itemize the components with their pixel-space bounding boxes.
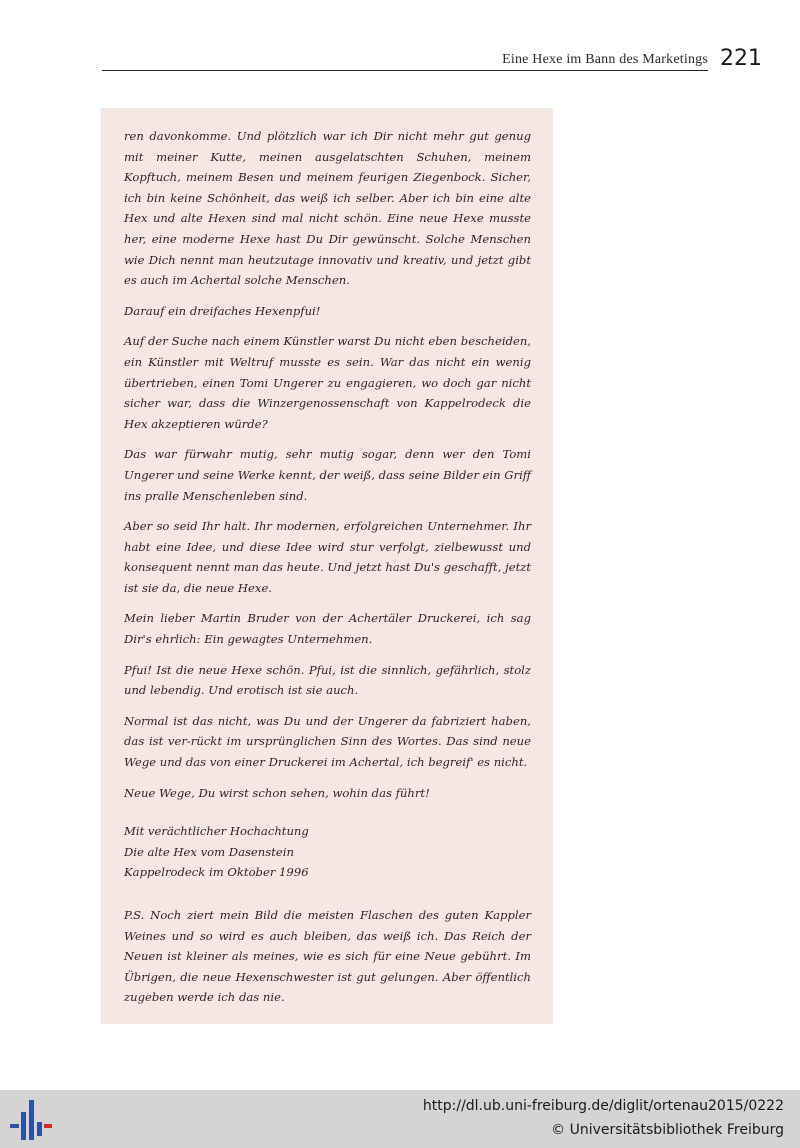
letter-paragraph: Neue Wege, Du wirst schon sehen, wohin das führt! <box>124 785 430 800</box>
letter-paragraph: Aber so seid Ihr halt. Ihr modernen, erfolgreichen Unternehmer. Ihr habt eine Idee, und diese Idee wird stur verfolgt, zielbewusst und konsequent nennt man das heute. Und jetzt hast Du's geschafft, jetzt ist sie da, die neue Hexe. <box>124 519 531 595</box>
letter-paragraph: ren davonkomme. Und plötzlich war ich Dir nicht mehr gut genug mit meiner Kutte, meinen ausgelatschten Schuhen, meinem Kopftuch, meinem Besen und meinem feurigen Ziegenbock. Sicher, ich bin keine Schönheit, das weiß ich selber. Aber ich bin eine alte Hex und alte Hexen sind mal nicht schön. Eine neue Hexe musste her, eine moderne Hexe hast Du Dir gewünscht. Solche Menschen wie Dich nennt man heutzutage innovativ und kreativ, und jetzt gibt es auch im Achertal solche Menschen. <box>124 129 531 288</box>
copyright-notice: © Universitätsbibliothek Freiburg <box>551 1122 784 1138</box>
signature-block <box>124 821 531 883</box>
source-url-link[interactable]: http://dl.ub.uni-freiburg.de/diglit/ortenau2015/0222 <box>422 1098 784 1114</box>
postscript: P.S. Noch ziert mein Bild die meisten Flaschen des guten Kappler Weines und so wird es auch bleiben, das weiß ich. Das Reich der Neuen ist kleiner als meines, wie es sich für eine Neue gebührt. Im Übrigen, die neue Hexenschwester ist gut gelungen. Aber öffentlich zugeben werde ich das nie. <box>124 908 531 1005</box>
signature-line: Mit verächtlicher Hochachtung <box>124 824 309 839</box>
footer-bar <box>0 1090 800 1148</box>
letter-box <box>101 108 553 1024</box>
letter-paragraph: Normal ist das nicht, was Du und der Ungerer da fabriziert haben, das ist ver-rückt im ursprünglichen Sinn des Wortes. Das sind neue Wege und das von einer Druckerei im Achertal, ich begreif' es nicht. <box>124 713 531 770</box>
signature-line: Kappelrodeck im Oktober 1996 <box>124 865 309 880</box>
letter-paragraph: Das war fürwahr mutig, sehr mutig sogar, denn wer den Tomi Ungerer und seine Werke kennt, der weiß, dass seine Bilder ein Griff ins pralle Menschenleben sind. <box>124 447 531 503</box>
library-logo-icon <box>10 1100 52 1140</box>
letter-paragraph: Auf der Suche nach einem Künstler warst Du nicht eben bescheiden, ein Künstler mit Weltruf musste es sein. War das nicht ein wenig übertrieben, einen Tomi Ungerer zu engagieren, wo doch gar nicht sicher war, dass die Winzergenossenschaft von Kappelrodeck die Hex akzeptieren würde? <box>124 334 531 431</box>
letter-paragraph: Darauf ein dreifaches Hexenpfui! <box>124 303 321 318</box>
running-title: Eine Hexe im Bann des Marketings <box>502 52 708 67</box>
letter-paragraph: Mein lieber Martin Bruder von der Achertäler Druckerei, ich sag Dir's ehrlich: Ein gewagtes Unternehmen. <box>124 611 531 647</box>
header-rule <box>102 70 708 71</box>
page-number: 221 <box>720 46 762 71</box>
running-header <box>102 48 762 72</box>
letter-paragraph: Pfui! Ist die neue Hexe schön. Pfui, ist die sinnlich, gefährlich, stolz und lebendig. Und erotisch ist sie auch. <box>124 662 531 698</box>
signature-line: Die alte Hex vom Dasenstein <box>124 844 294 859</box>
